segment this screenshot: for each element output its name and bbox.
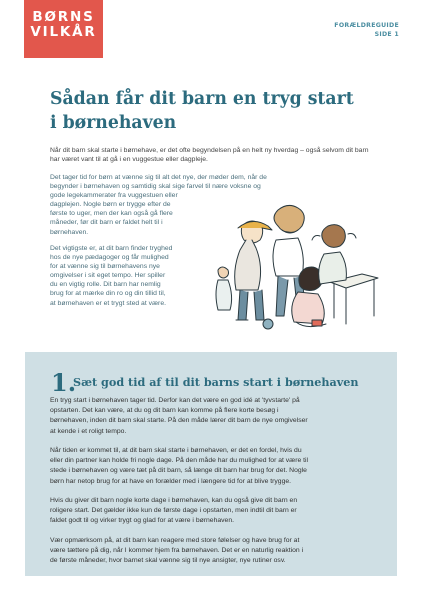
text-line: være tættere på dig, når I kommer hjem fra børnehaven. Det er en naturlig reaktion i [50, 547, 304, 555]
text-line: at børnehaven er et trygt sted at være. [50, 299, 166, 307]
title-line-2: i børnehaven [50, 112, 177, 133]
section-number: 1. [51, 368, 77, 397]
text-line: børnehaven, inden dit barn skal starte. På den måde lærer dit barn de nye omgivelser [50, 417, 308, 425]
text-line: måneder, før dit barn er faldet helt til i [50, 219, 163, 227]
text-line: de første måneder, hvor barnet skal vænne sig til nye ansigter, nye rutiner osv. [50, 557, 286, 565]
text-line: Vær opmærksom på, at dit barn kan reagere med store følelser og have brug for at [50, 537, 300, 544]
text-line: første to uger, men der kan også gå flere [50, 210, 173, 218]
brand-logo [24, 0, 103, 58]
text-line: børn har netop brug for at have en forælder med i længere tid for at blive trygge. [50, 477, 292, 485]
section-paragraph [50, 496, 380, 527]
text-line: roligere start. Det gælder ikke kun de første dage i opstarten, men indtil dit barn er [50, 507, 297, 515]
page-title [50, 88, 380, 135]
text-line: brug for at mærke din ro og din tillid til, [50, 290, 166, 298]
section-paragraph [50, 446, 380, 487]
text-line: opstarten. Det kan være, at du og dit barn kan komme på flere korte besøg i [50, 407, 279, 415]
text-line: faldet godt til og virker trygt og glad for at være i børnehaven. [50, 517, 234, 525]
logo-line-1: BØRNS [32, 9, 95, 25]
logo-line-2: VILKÅR [30, 24, 97, 40]
text-line: børnehaven. [50, 228, 89, 236]
text-line: omgivelser i sit eget tempo. Her spiller [50, 272, 166, 280]
text-line: gode legekammerater fra vuggestuen eller [50, 192, 178, 200]
text-line: eller din partner kan holde fri nogle dage. På den måde har du mulighed for at være til [50, 457, 309, 465]
text-line: Når tiden er kommet til, at dit barn skal starte i børnehaven, er det en fordel, hvis du [50, 447, 302, 454]
section-paragraph [50, 536, 380, 567]
text-line: Hvis du giver dit barn nogle korte dage i børnehaven, kan du også give dit barn en [50, 497, 298, 504]
intro-paragraph: Når dit barn skal starte i børnehave, er det ofte begyndelsen på en helt ny hverdag – også selvom dit barn har været vant til at gå i en vuggestue eller dagpleje. [50, 147, 369, 164]
text-line: at kende i et roligt tempo. [50, 427, 127, 435]
section-paragraph [50, 396, 380, 437]
section-1-box [25, 352, 397, 576]
text-line: begynder i børnehaven og samtidig skal sige farvel til nære voksne og [50, 183, 261, 191]
text-line: Det vigtigste er, at dit barn finder tryghed [50, 245, 173, 252]
page-header-label [334, 22, 399, 39]
text-line: du en vigtig rolle. Dit barn har nemlig [50, 281, 161, 289]
body-paragraph-3 [50, 244, 210, 308]
section-heading: Sæt god tid af til dit barns start i børnehaven [73, 375, 359, 389]
text-line: hos de nye pædagoger og får mulighed [50, 254, 169, 262]
title-line-1: Sådan får dit barn en tryg start [50, 89, 354, 109]
page-number: SIDE 1 [374, 30, 399, 38]
text-line: stede i børnehaven og være tæt på dit barn, så længe dit barn har brug for det. Nogle [50, 467, 307, 475]
text-line: for at vænne sig til børnehavens nye [50, 263, 160, 271]
guide-label: FORÆLDREGUIDE [334, 22, 399, 29]
text-line: Det tager tid for børn at vænne sig til alt det nye, der møder dem, når de [50, 174, 267, 181]
children-illustration [212, 196, 380, 336]
text-line: dagplejen. Nogle børn er trygge efter de [50, 201, 171, 209]
text-line: En tryg start i børnehaven tager tid. Derfor kan det være en god idé at 'tyvstarte' på [50, 397, 300, 404]
